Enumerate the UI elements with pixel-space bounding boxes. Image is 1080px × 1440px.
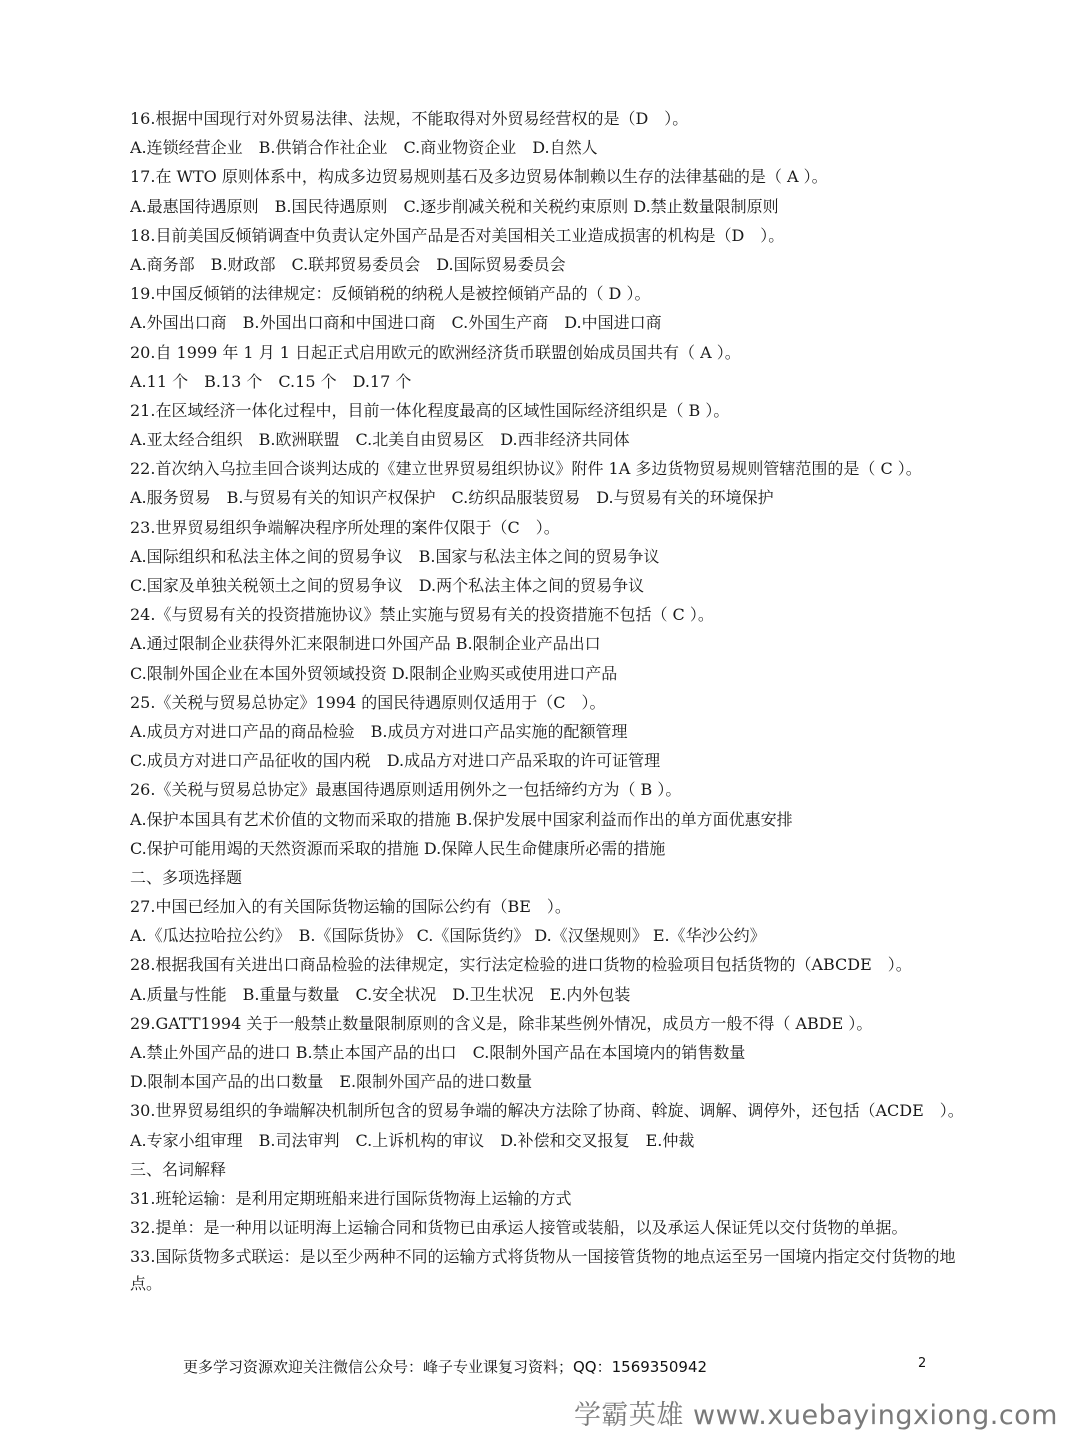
options-21: A.亚太经合组织 B.欧洲联盟 C.北美自由贸易区 D.西非经济共同体	[130, 430, 630, 450]
question-30: 30.世界贸易组织的争端解决机制所包含的贸易争端的解决方法除了协商、斡旋、调解、调停外，还包括（ACDE ）。	[130, 1101, 964, 1121]
definition-33: 33.国际货物多式联运：是以至少两种不同的运输方式将货物从一国接管货物的地点运至另一国境内指定交付货物的地点。	[130, 1247, 956, 1294]
options-22: A.服务贸易 B.与贸易有关的知识产权保护 C.纺织品服装贸易 D.与贸易有关的环境保护	[130, 488, 774, 508]
options-25-cd: C.成员方对进口产品征收的国内税 D.成品方对进口产品采取的许可证管理	[130, 751, 661, 771]
question-22: 22.首次纳入乌拉圭回合谈判达成的《建立世界贸易组织协议》附件 1A 多边货物贸易规则管辖范围的是（ C ）。	[130, 459, 922, 479]
section-heading-term-definitions: 三、名词解释	[130, 1159, 227, 1179]
definition-32: 32.提单：是一种用以证明海上运输合同和货物已由承运人接管或装船，以及承运人保证凭以交付货物的单据。	[130, 1218, 908, 1238]
question-17: 17.在 WTO 原则体系中，构成多边贸易规则基石及多边贸易体制赖以生存的法律基础的是（ A ）。	[130, 167, 828, 187]
section-heading-multiple-choice: 二、多项选择题	[130, 867, 243, 887]
options-28: A.质量与性能 B.重量与数量 C.安全状况 D.卫生状况 E.内外包装	[130, 984, 631, 1004]
options-18: A.商务部 B.财政部 C.联邦贸易委员会 D.国际贸易委员会	[130, 254, 566, 274]
document-body	[130, 104, 970, 1297]
question-19: 19.中国反倾销的法律规定：反倾销税的纳税人是被控倾销产品的（ D ）。	[130, 284, 651, 304]
page-number: 2	[918, 1356, 927, 1371]
options-27: A.《瓜达拉哈拉公约》 B.《国际货协》 C.《国际货约》 D.《汉堡规则》 E.《华沙公约》	[130, 926, 766, 946]
options-20: A.11 个 B.13 个 C.15 个 D.17 个	[130, 371, 412, 391]
question-20: 20.自 1999 年 1 月 1 日起正式启用欧元的欧洲经济货币联盟创始成员国共有（ A ）。	[130, 342, 741, 362]
options-16: A.连锁经营企业 B.供销合作社企业 C.商业物资企业 D.自然人	[130, 138, 598, 158]
question-26: 26.《关税与贸易总协定》最惠国待遇原则适用例外之一包括缔约方为（ B ）。	[130, 780, 682, 800]
question-18: 18.目前美国反倾销调查中负责认定外国产品是否对美国相关工业造成损害的机构是（D ）。	[130, 225, 785, 245]
definition-31: 31.班轮运输：是利用定期班船来进行国际货物海上运输的方式	[130, 1188, 572, 1208]
options-30: A.专家小组审理 B.司法审判 C.上诉机构的审议 D.补偿和交叉报复 E.仲裁	[130, 1130, 695, 1150]
question-29: 29.GATT1994 关于一般禁止数量限制原则的含义是，除非某些例外情况，成员方一般不得（ ABDE ）。	[130, 1013, 873, 1033]
options-29-abc: A.禁止外国产品的进口 B.禁止本国产品的出口 C.限制外国产品在本国境内的销售数量	[130, 1043, 746, 1062]
options-25-ab: A.成员方对进口产品的商品检验 B.成员方对进口产品实施的配额管理	[130, 721, 628, 741]
question-16: 16.根据中国现行对外贸易法律、法规，不能取得对外贸易经营权的是（D ）。	[130, 109, 689, 128]
question-27: 27.中国已经加入的有关国际货物运输的国际公约有（BE ）。	[130, 897, 571, 917]
options-24-cd: C.限制外国企业在本国外贸领域投资 D.限制企业购买或使用进口产品	[130, 663, 618, 683]
options-29-de: D.限制本国产品的出口数量 E.限制外国产品的进口数量	[130, 1072, 533, 1092]
options-23-ab: A.国际组织和私法主体之间的贸易争议 B.国家与私法主体之间的贸易争议	[130, 546, 660, 566]
options-24-ab: A.通过限制企业获得外汇来限制进口外国产品 B.限制企业产品出口	[130, 634, 601, 654]
question-23: 23.世界贸易组织争端解决程序所处理的案件仅限于（C ）。	[130, 517, 560, 537]
options-17: A.最惠国待遇原则 B.国民待遇原则 C.逐步削减关税和关税约束原则 D.禁止数量限制原则	[130, 196, 779, 216]
question-25: 25.《关税与贸易总协定》1994 的国民待遇原则仅适用于（C ）。	[130, 692, 606, 712]
site-watermark: 学霸英雄 www.xuebayingxiong.com	[573, 1400, 1058, 1431]
options-26-ab: A.保护本国具有艺术价值的文物而采取的措施 B.保护发展中国家利益而作出的单方面优惠安排	[130, 809, 793, 829]
question-28: 28.根据我国有关进出口商品检验的法律规定，实行法定检验的进口货物的检验项目包括货物的（ABCDE ）。	[130, 955, 912, 975]
options-19: A.外国出口商 B.外国出口商和中国进口商 C.外国生产商 D.中国进口商	[130, 313, 662, 333]
options-23-cd: C.国家及单独关税领土之间的贸易争议 D.两个私法主体之间的贸易争议	[130, 576, 645, 595]
question-24: 24.《与贸易有关的投资措施协议》禁止实施与贸易有关的投资措施不包括（ C ）。	[130, 605, 714, 625]
options-26-cd: C.保护可能用竭的天然资源而采取的措施 D.保障人民生命健康所必需的措施	[130, 838, 666, 858]
footer-contact-text: 更多学习资源欢迎关注微信公众号：峰子专业课复习资料；QQ：1569350942	[183, 1358, 708, 1376]
question-21: 21.在区域经济一体化过程中，目前一体化程度最高的区域性国际经济组织是（ B ）。	[130, 400, 730, 420]
